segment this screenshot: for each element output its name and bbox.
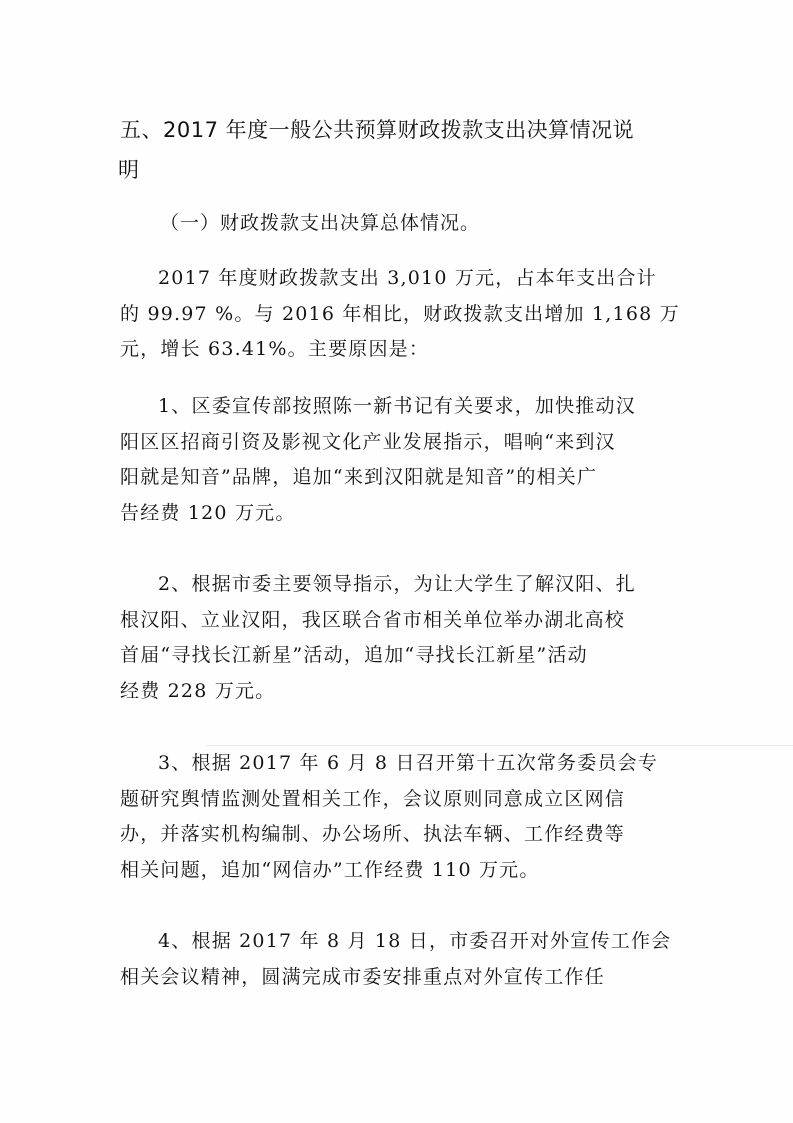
subsection-heading: （一）财政拨款支出决算总体情况。 — [160, 212, 481, 234]
paragraph-item-3 — [120, 746, 680, 888]
paragraph-line: 的 99.97 %。与 2016 年相比，财政拨款支出增加 1,168 万 — [120, 302, 680, 325]
paragraph-line: 首届“寻找长江新星”活动，追加“寻找长江新星”活动 — [120, 644, 588, 666]
paragraph-line: 办，并落实机构编制、办公场所、执法车辆、工作经费等 — [120, 823, 626, 845]
paragraph-line: 2017 年度财政拨款支出 3,010 万元，占本年支出合计 — [158, 267, 657, 289]
paragraph-item-2 — [120, 567, 680, 709]
paragraph-item-4 — [120, 924, 680, 995]
paragraph-line: 1、区委宣传部按照陈一新书记有关要求，加快推动汉 — [158, 395, 636, 417]
paragraph-line: 根汉阳、立业汉阳，我区联合省市相关单位举办湖北高校 — [120, 608, 626, 631]
paragraph-line: 经费 228 万元。 — [120, 679, 276, 702]
paragraph-line: 题研究舆情监测处置相关工作，会议原则同意成立区网信 — [120, 787, 626, 810]
paragraph-line: 2、根据市委主要领导指示，为让大学生了解汉阳、扎 — [158, 573, 636, 595]
paragraph-item-1 — [120, 389, 680, 531]
section-heading-line-1: 五、2017 年度一般公共预算财政拨款支出决算情况说 — [120, 118, 635, 142]
paragraph-line: 元，增长 63.41%。主要原因是： — [120, 338, 430, 360]
paragraph-overview — [120, 261, 680, 368]
paragraph-line: 相关问题，追加“网信办”工作经费 110 万元。 — [120, 858, 540, 881]
section-heading-line-2: 明 — [118, 158, 140, 182]
paragraph-line: 4、根据 2017 年 8 月 18 日，市委召开对外宣传工作会 — [158, 930, 672, 952]
paragraph-line: 3、根据 2017 年 6 月 8 日召开第十五次常务委员会专 — [158, 752, 659, 774]
section-heading — [120, 110, 680, 190]
paragraph-line: 相关会议精神，圆满完成市委安排重点对外宣传工作任 — [120, 965, 605, 988]
paragraph-line: 阳区区招商引资及影视文化产业发展指示，唱响“来到汉 — [120, 430, 616, 453]
paragraph-line: 告经费 120 万元。 — [120, 501, 296, 524]
paragraph-line: 阳就是知音”品牌，追加“来到汉阳就是知音”的相关广 — [120, 466, 598, 488]
